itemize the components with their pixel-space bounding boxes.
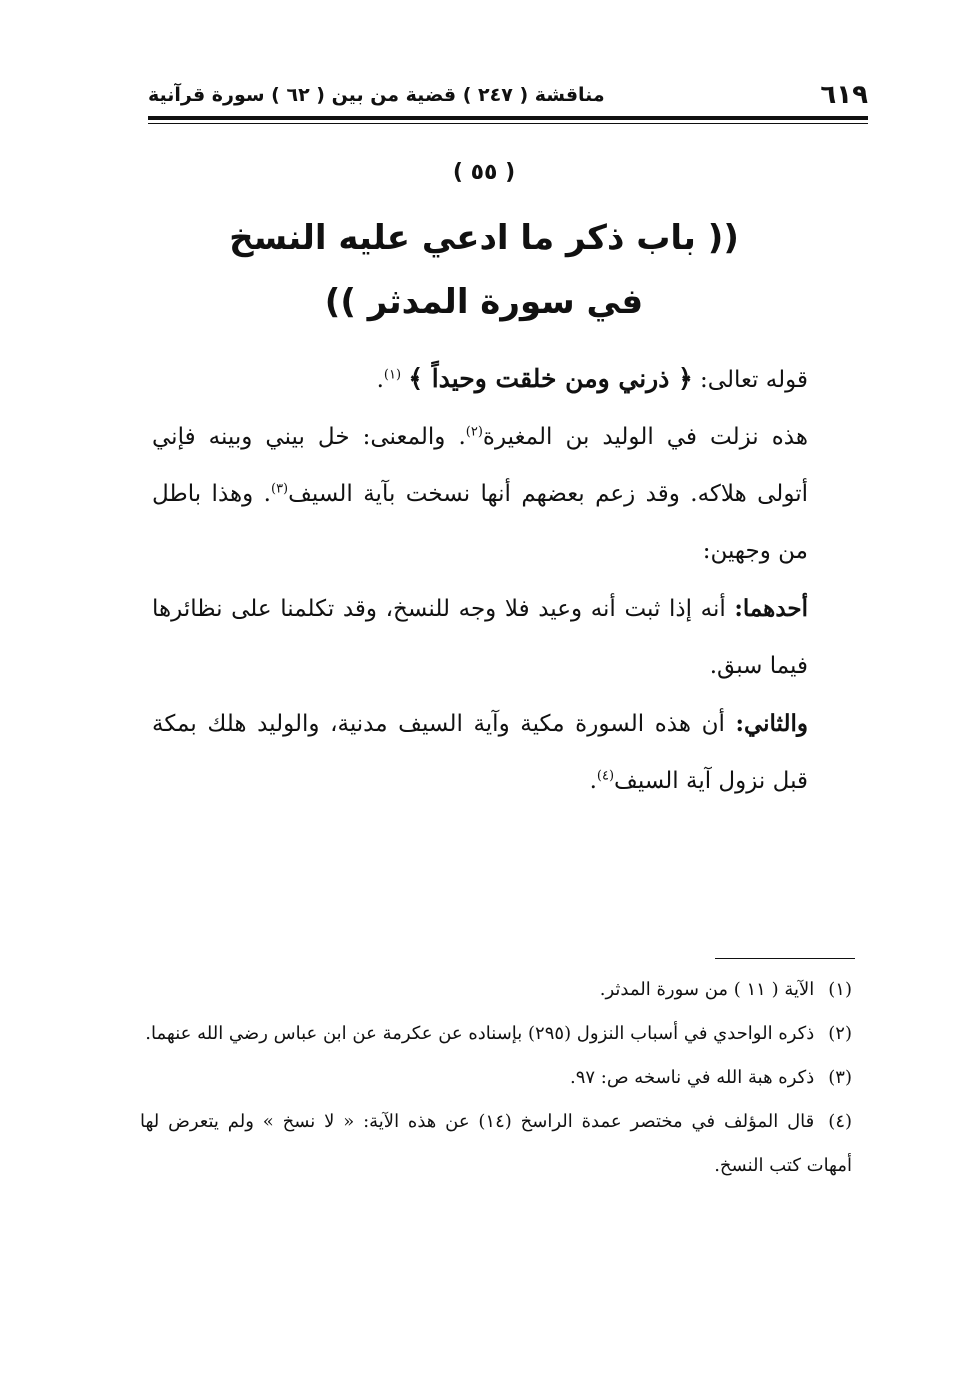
header-rule-thick	[148, 116, 868, 120]
footnote	[140, 968, 852, 1012]
footnote-separator	[715, 958, 855, 959]
paragraph-3-end: .	[589, 768, 597, 794]
verse-line	[152, 350, 808, 409]
footnote-number: (٤)	[828, 1111, 853, 1132]
page-number: ٦١٩	[820, 80, 868, 110]
header-rule-thin	[148, 123, 868, 124]
verse-intro: قوله تعالى:	[692, 367, 808, 393]
paragraph-2-lead: أحدهما:	[734, 595, 808, 622]
paragraph-2-text: أنه إذا ثبت أنه وعيد فلا وجه للنسخ، وقد تكلمنا على نظائرها فيما سبق.	[152, 596, 808, 679]
footnote-ref: (٢)	[465, 424, 483, 440]
chapter-title-line2: في سورة المدثر ))	[324, 282, 644, 322]
footnote-text: ذكره هبة الله في ناسخه ص: ٩٧.	[569, 1067, 815, 1088]
paragraph-2	[152, 580, 808, 695]
footnote-text: قال المؤلف في مختصر عمدة الراسخ (١٤) عن هذه الآية: « لا نسخ » ولم يتعرض لها أمهات كتب النسخ.	[140, 1111, 852, 1176]
footnotes	[140, 968, 852, 1188]
paragraph-3-text: أن هذه السورة مكية وآية السيف مدنية، والوليد هلك بمكة قبل نزول آية السيف	[152, 711, 808, 794]
paragraph-3	[152, 695, 808, 810]
footnote-text: ذكره الواحدي في أسباب النزول (٢٩٥) بإسناده عن عكرمة عن ابن عباس رضي الله عنهما.	[145, 1023, 815, 1044]
footnote	[140, 1056, 852, 1100]
footnote-number: (٢)	[828, 1023, 852, 1044]
verse-end: .	[376, 367, 384, 393]
footnote-number: (٣)	[828, 1067, 852, 1088]
footnote-number: (١)	[828, 979, 852, 1000]
page-header	[148, 78, 868, 112]
running-title: مناقشة ( ٢٤٧ ) قضية من بين ( ٦٢ ) سورة قرآنية	[148, 84, 605, 106]
footnote-ref: (٣)	[270, 481, 289, 497]
footnote-ref: (٤)	[596, 768, 615, 784]
main-text	[152, 350, 808, 810]
footnote	[140, 1012, 852, 1056]
paragraph-1	[152, 409, 808, 580]
chapter-number: ( ٥٥ )	[452, 160, 516, 185]
paragraph-1-part-a: هذه نزلت في الوليد بن المغيرة	[482, 424, 808, 450]
paragraph-1-part-b: . والمعنى: خل بيني وبينه فإني أتولى هلاكه. وقد زعم بعضهم أنها نسخت بآية السيف	[152, 424, 808, 507]
verse-text: ﴿ ذرني ومن خلقت وحيداً ﴾	[408, 364, 693, 393]
chapter-title-line1: (( باب ذكر ما ادعي عليه النسخ	[229, 218, 739, 258]
footnote-text: الآية ( ١١ ) من سورة المدثر.	[599, 979, 815, 1000]
footnote	[140, 1100, 852, 1188]
footnote-ref: (١)	[383, 367, 402, 383]
paragraph-1-part-c: . وهذا باطل من وجهين:	[152, 481, 808, 564]
paragraph-3-lead: والثاني:	[735, 710, 808, 737]
